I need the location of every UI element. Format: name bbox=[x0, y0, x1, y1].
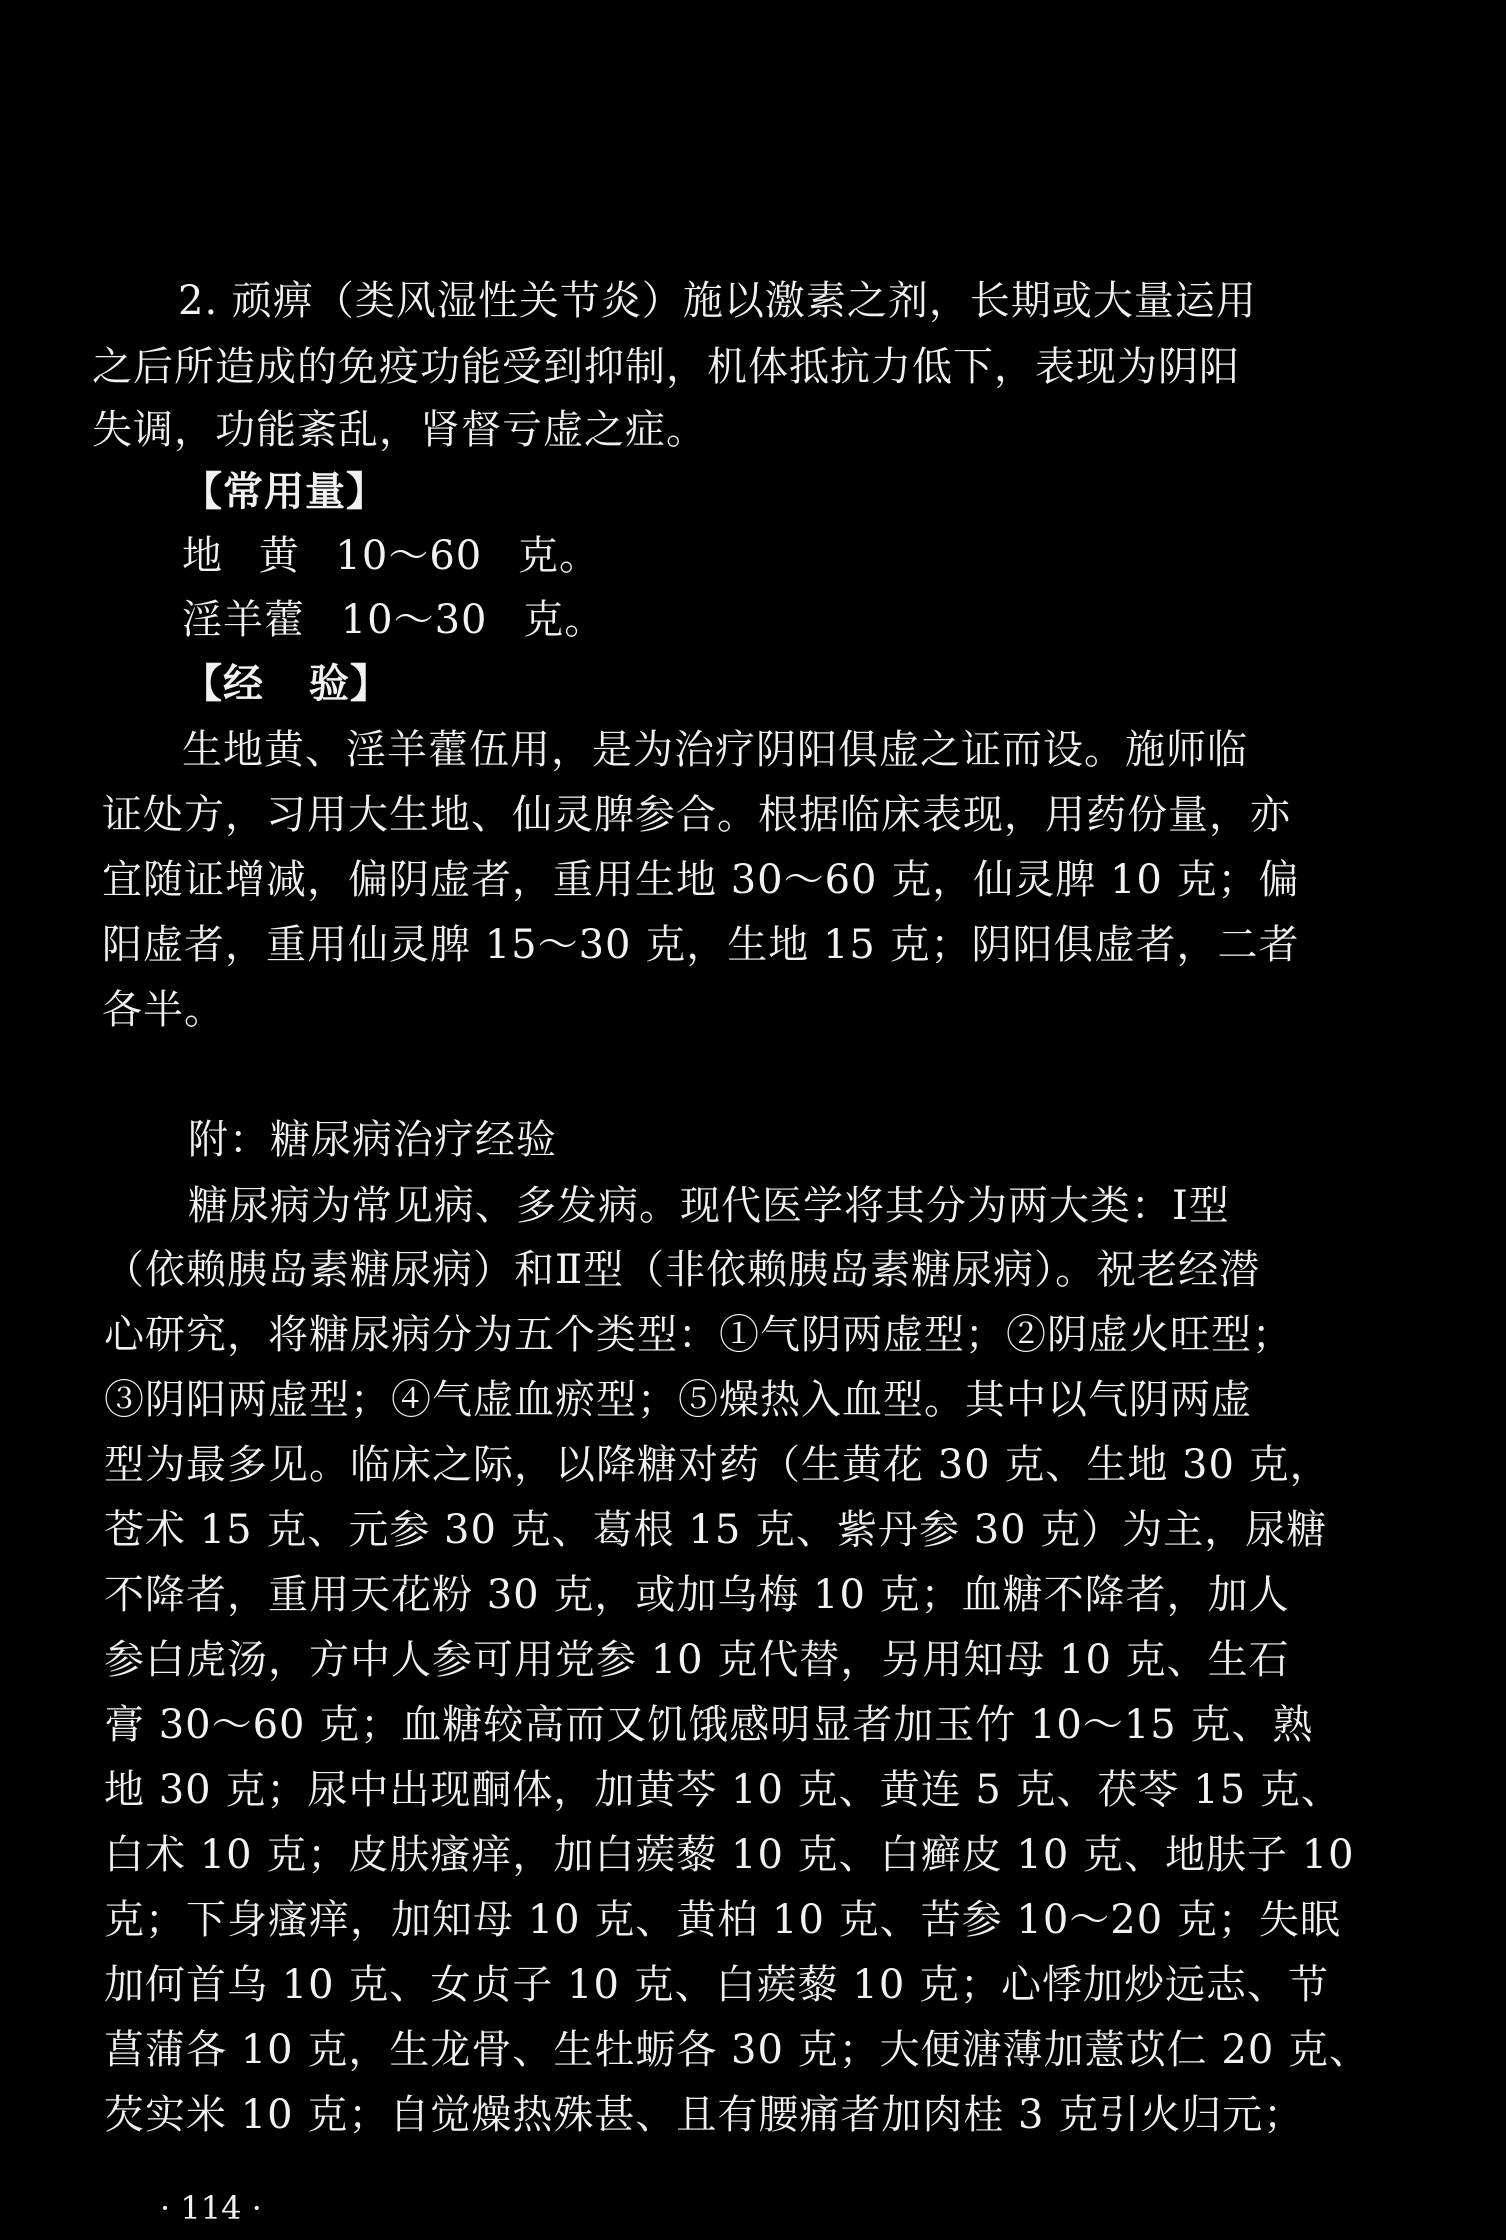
text-line-28: 芡实米 10 克；自觉燥热殊甚、且有腰痛者加肉桂 3 克引火归元； bbox=[104, 2092, 1305, 2138]
text-line-10: 宜随证增减，偏阴虚者，重用生地 30～60 克，仙灵脾 10 克；偏 bbox=[102, 857, 1300, 903]
text-line-11: 阳虚者，重用仙灵脾 15～30 克，生地 15 克；阴阳俱虚者，二者 bbox=[102, 922, 1300, 968]
text-line-9: 证处方，习用大生地、仙灵脾参合。根据临床表现，用药份量，亦 bbox=[102, 792, 1291, 838]
text-line-16: 心研究，将糖尿病分为五个类型：①气阴两虚型；②阴虚火旺型； bbox=[104, 1312, 1293, 1358]
section-heading-dosage: 【常用量】 bbox=[182, 468, 387, 515]
text-line-19: 苍术 15 克、元参 30 克、葛根 15 克、紫丹参 30 克）为主，尿糖 bbox=[104, 1507, 1328, 1553]
text-line-27: 菖蒲各 10 克，生龙骨、生牡蛎各 30 克；大便溏薄加薏苡仁 20 克、 bbox=[104, 2027, 1370, 2073]
text-line-18: 型为最多见。临床之际，以降糖对药（生黄花 30 克、生地 30 克， bbox=[104, 1442, 1331, 1488]
section-heading-experience: 【经 验】 bbox=[182, 660, 391, 707]
text-line-3: 失调，功能紊乱，肾督亏虚之症。 bbox=[92, 407, 707, 453]
text-line-2: 之后所造成的免疫功能受到抑制，机体抵抗力低下，表现为阴阳 bbox=[92, 344, 1240, 390]
dosage-line-dihuang: 地 黄 10～60 克。 bbox=[182, 533, 600, 579]
appendix-title: 附：糖尿病治疗经验 bbox=[188, 1117, 557, 1163]
text-line-1: 2. 顽痹（类风湿性关节炎）施以激素之剂，长期或大量运用 bbox=[178, 278, 1257, 324]
text-line-15: （依赖胰岛素糖尿病）和Ⅱ型（非依赖胰岛素糖尿病）。祝老经潜 bbox=[104, 1247, 1261, 1293]
text-line-21: 参白虎汤，方中人参可用党参 10 克代替，另用知母 10 克、生石 bbox=[104, 1637, 1290, 1683]
text-line-26: 加何首乌 10 克、女贞子 10 克、白蒺藜 10 克；心悸加炒远志、节 bbox=[104, 1962, 1329, 2008]
text-line-24: 白术 10 克；皮肤瘙痒，加白蒺藜 10 克、白癣皮 10 克、地肤子 10 bbox=[104, 1832, 1355, 1878]
text-line-12: 各半。 bbox=[102, 987, 225, 1033]
dosage-line-yinyanghuo: 淫羊藿 10～30 克。 bbox=[182, 597, 606, 643]
text-line-20: 不降者，重用天花粉 30 克，或加乌梅 10 克；血糖不降者，加人 bbox=[104, 1572, 1290, 1618]
page-number: · 114 · bbox=[160, 2189, 262, 2227]
text-line-23: 地 30 克；尿中出现酮体，加黄芩 10 克、黄连 5 克、茯苓 15 克、 bbox=[104, 1767, 1342, 1813]
text-line-8: 生地黄、淫羊藿伍用，是为治疗阴阳俱虚之证而设。施师临 bbox=[182, 727, 1248, 773]
text-line-25: 克；下身瘙痒，加知母 10 克、黄柏 10 克、苦参 10～20 克；失眠 bbox=[104, 1897, 1341, 1943]
text-line-17: ③阴阳两虚型；④气虚血瘀型；⑤燥热入血型。其中以气阴两虚 bbox=[104, 1377, 1252, 1423]
text-line-14: 糖尿病为常见病、多发病。现代医学将其分为两大类：Ⅰ型 bbox=[188, 1183, 1230, 1229]
text-line-22: 膏 30～60 克；血糖较高而又饥饿感明显者加玉竹 10～15 克、熟 bbox=[104, 1702, 1314, 1748]
